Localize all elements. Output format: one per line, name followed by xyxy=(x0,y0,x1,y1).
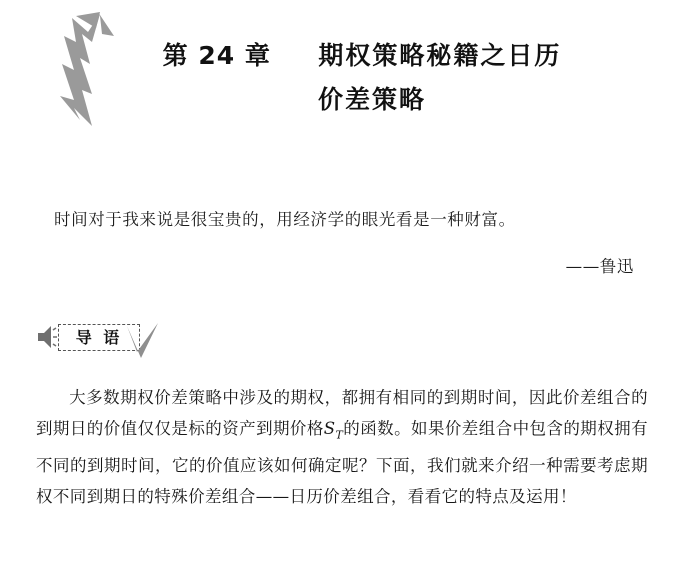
math-variable-s: S xyxy=(323,419,336,438)
epigraph-text: 时间对于我来说是很宝贵的，用经济学的眼光看是一种财富。 xyxy=(54,210,516,229)
body-paragraph xyxy=(36,382,648,512)
chapter-number: 第 24 章 xyxy=(162,41,271,70)
speaker-icon xyxy=(36,324,58,350)
body-text-part-2: 的函数。如果价差组合中包含的期权拥有不同的到期时间，它的价值应该如何确定呢？下面，我们就来介绍一种需要考虑期权不同到期日的特殊价差组合——日历价差组合，看看它的特点及运用！ xyxy=(36,419,648,507)
chapter-title-line-2: 价差策略 xyxy=(317,85,426,114)
body-text-part-1: 大多数期权价差策略中涉及的期权，都拥有相同的到期时间，因此价差组合的到期日的价值仅仅是标的资产到期价格 xyxy=(36,388,648,438)
epigraph-source: ——鲁迅 xyxy=(565,257,634,276)
section-tag xyxy=(36,320,196,364)
check-mark-icon xyxy=(124,322,164,364)
math-variable-subscript: T xyxy=(335,428,344,442)
section-tag-label: 导 语 xyxy=(75,328,123,347)
chapter-heading xyxy=(0,34,684,122)
chapter-title-line-1: 期权策略秘籍之日历 xyxy=(318,41,562,70)
